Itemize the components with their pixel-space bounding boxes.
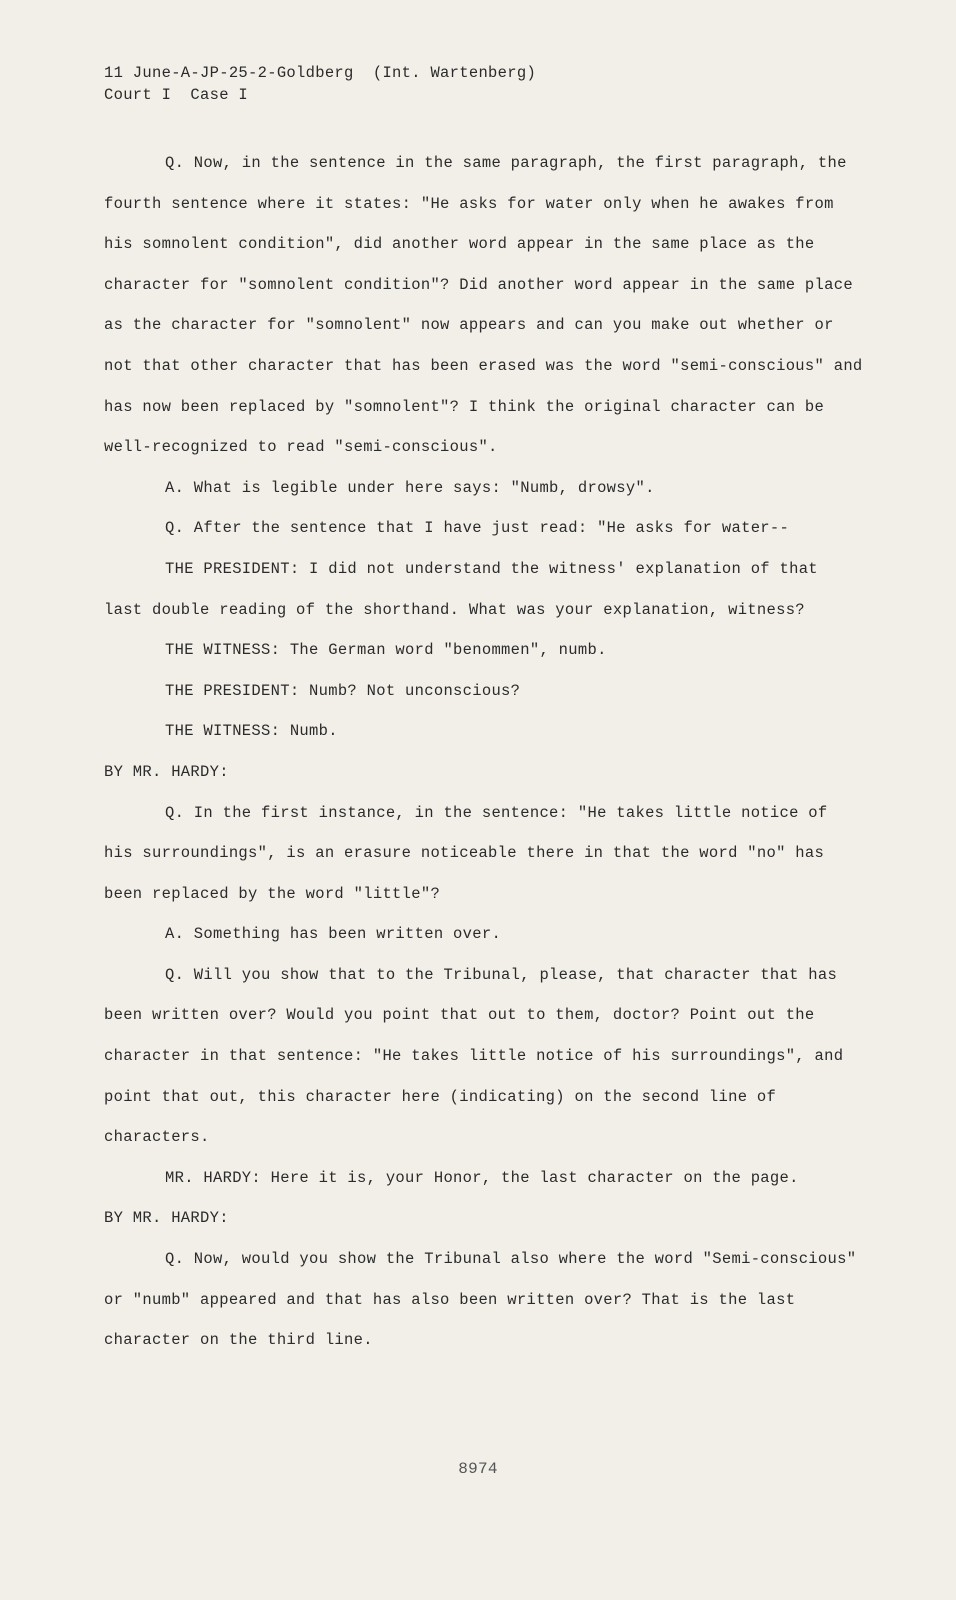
transcript-paragraph: Q. Now, in the sentence in the same paragraph, the first paragraph, the fourth sentence where it states: "He asks for water only when he awakes from his somnolent condition", did another word appear in the same place as the character for "somnolent condition"? Did another word appear in the same place as the character for "somnolent" now appears and can you make out whether or not that other character that has been erased was the word "semi-conscious" and has now been replaced by "somnolent"? I think the original character can be well-recognized to read "semi-conscious". — [104, 154, 863, 457]
transcript-paragraph: THE WITNESS: The German word "benommen", numb. — [165, 641, 607, 660]
examiner-heading: BY MR. HARDY: — [104, 1209, 229, 1228]
header-court-line: Court I Case I — [104, 86, 249, 104]
transcript-paragraph: A. What is legible under here says: "Numb, drowsy". — [165, 478, 655, 497]
transcript-body — [104, 143, 864, 1361]
transcript-paragraph: Q. After the sentence that I have just read: "He asks for water-- — [165, 519, 790, 538]
transcript-paragraph: Q. Now, would you show the Tribunal also where the word "Semi-conscious" or "numb" appeared and that has also been written over? That is the last character on the third line. — [104, 1250, 857, 1350]
transcript-paragraph: MR. HARDY: Here it is, your Honor, the last character on the page. — [165, 1168, 799, 1187]
header-reference-line: 11 June-A-JP-25-2-Goldberg (Int. Wartenberg) — [104, 64, 537, 82]
transcript-paragraph: Q. Will you show that to the Tribunal, please, that character that has been written over? Would you point that out to them, doctor? Point out the character in that sentence: "He takes little notice of his surroundings", and point that out, this character here (indicating) on the second line of characters. — [104, 965, 844, 1147]
page-number: 8974 — [458, 1460, 498, 1478]
transcript-paragraph: THE PRESIDENT: I did not understand the witness' explanation of that last double reading of the shorthand. What was your explanation, witness? — [104, 559, 818, 619]
transcript-paragraph: THE WITNESS: Numb. — [165, 722, 338, 741]
document-header — [104, 62, 536, 106]
transcript-paragraph: A. Something has been written over. — [165, 925, 502, 944]
transcript-paragraph: Q. In the first instance, in the sentence: "He takes little notice of his surroundings", is an erasure noticeable there in that the word "no" has been replaced by the word "little"? — [104, 803, 828, 903]
examiner-heading: BY MR. HARDY: — [104, 762, 229, 781]
transcript-paragraph: THE PRESIDENT: Numb? Not unconscious? — [165, 681, 521, 700]
